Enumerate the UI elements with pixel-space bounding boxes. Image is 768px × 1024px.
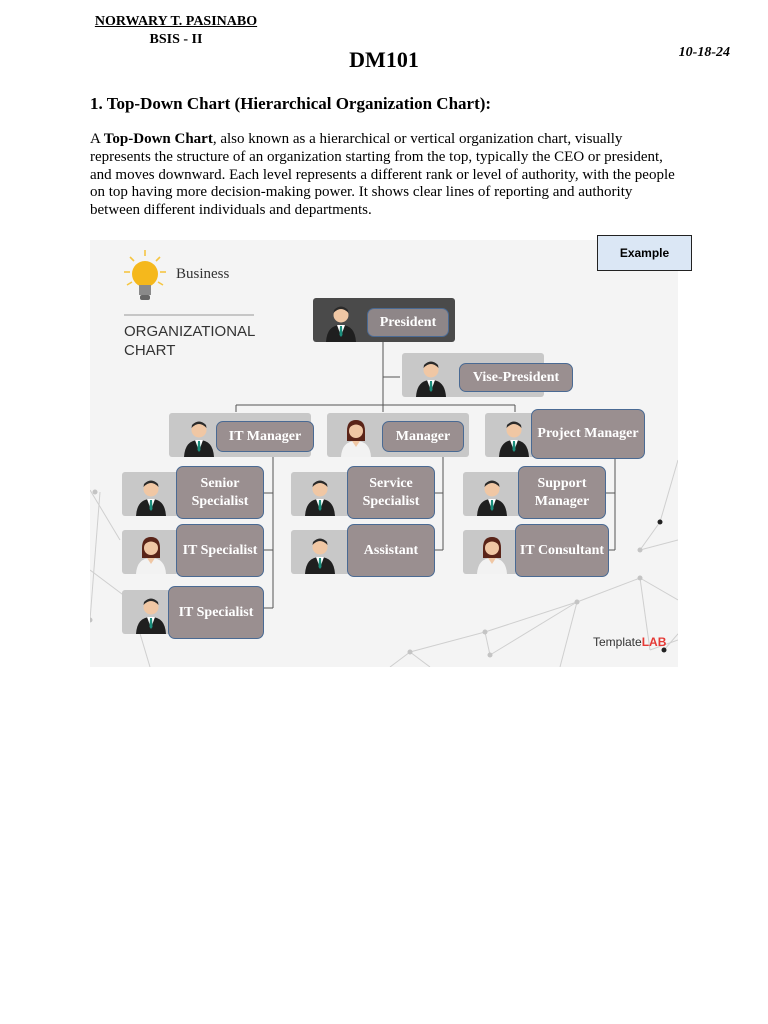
node-it-consultant: IT Consultant [515, 524, 609, 577]
chart-title-line-1: ORGANIZATIONAL [124, 323, 256, 340]
node-project-manager: Project Manager [531, 409, 645, 459]
description-paragraph [90, 131, 682, 220]
businessman-avatar-icon [302, 478, 338, 516]
document-date: 10-18-24 [678, 45, 730, 60]
node-senior-specialist: Senior Specialist [176, 466, 264, 519]
brand-accent-text: LAB [641, 635, 667, 649]
example-callout: Example [597, 235, 692, 271]
businessman-avatar-icon [413, 359, 449, 397]
author-name: NORWARY T. PASINABO [94, 14, 258, 29]
template-lab-logo [593, 635, 666, 649]
paragraph-lead: A [90, 131, 104, 147]
businessman-avatar-icon [133, 596, 169, 634]
section-heading: 1. Top-Down Chart (Hierarchical Organization Chart): [90, 94, 492, 113]
businesswoman-avatar-icon [474, 536, 510, 574]
node-assistant: Assistant [347, 524, 435, 577]
node-president: President [367, 308, 449, 337]
node-support-manager: Support Manager [518, 466, 606, 519]
node-manager: Manager [382, 421, 464, 452]
brand-main-text: Template [593, 635, 642, 649]
light-bulb-icon [124, 250, 166, 300]
node-it-manager: IT Manager [216, 421, 314, 452]
businessman-avatar-icon [133, 478, 169, 516]
businessman-avatar-icon [496, 419, 532, 457]
businesswoman-avatar-icon [133, 536, 169, 574]
businessman-avatar-icon [474, 478, 510, 516]
class-section: BSIS - II [149, 32, 203, 47]
businessman-avatar-icon [302, 536, 338, 574]
chart-title-line-2: CHART [124, 342, 176, 359]
paragraph-body: , also known as a hierarchical or vertical organization chart, visually represents the structure of an organization starting from the top, typically the CEO or president, and moves downward. Each level represents a different rank or level of authority, with the people on top having more decision-making power. It shows clear lines of reporting and authority between different individuals and departments. [90, 131, 675, 219]
businessman-avatar-icon [181, 419, 217, 457]
course-code: DM101 [349, 47, 419, 72]
paragraph-term: Top-Down Chart [103, 131, 213, 147]
org-chart-figure [90, 240, 678, 667]
business-label: Business [176, 266, 230, 282]
node-it-specialist-1: IT Specialist [176, 524, 264, 577]
businesswoman-avatar-icon [338, 419, 374, 457]
businessman-avatar-icon [323, 304, 359, 342]
node-service-specialist: Service Specialist [347, 466, 435, 519]
node-vice-president: Vise-President [459, 363, 573, 392]
node-it-specialist-2: IT Specialist [168, 586, 264, 639]
chart-title [124, 322, 284, 360]
